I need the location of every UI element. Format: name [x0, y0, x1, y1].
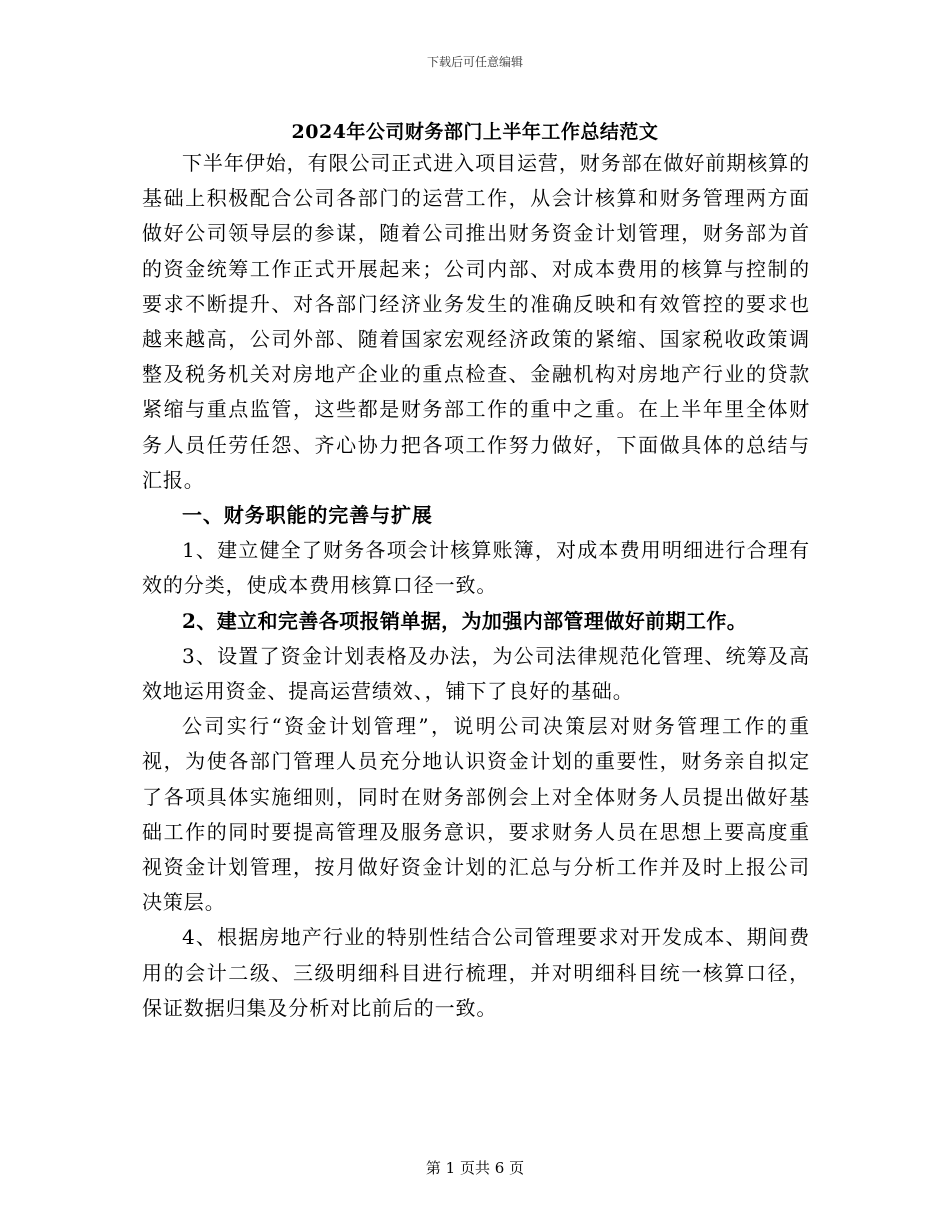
paragraph-item-4: 4、根据房地产行业的特别性结合公司管理要求对开发成本、期间费用的会计二级、三级明细科目进行梳理，并对明细科目统一核算口径，保证数据归集及分析对比前后的一致。: [142, 925, 810, 1020]
paragraph-item-2: 2、建立和完善各项报销单据，为加强内部管理做好前期工作。: [182, 608, 748, 633]
document-title: 2024年公司财务部门上半年工作总结范文: [291, 121, 659, 143]
section-heading: 一、财务职能的完善与扩展: [182, 503, 433, 528]
paragraph-item-1: 1、建立健全了财务各项会计核算账簿，对成本费用明细进行合理有效的分类，使成本费用核算口径一致。: [142, 538, 810, 598]
paragraph-intro: 下半年伊始，有限公司正式进入项目运营，财务部在做好前期核算的基础上积极配合公司各部门的运营工作，从会计核算和财务管理两方面做好公司领导层的参谋，随着公司推出财务资金计划管理，财务部为首的资金统筹工作正式开展起来；公司内部、对成本费用的核算与控制的要求不断提升、对各部门经济业务发生的准确反映和有效管控的要求也越来越高，公司外部、随着国家宏观经济政策的紧缩、国家税收政策调整及税务机关对房地产企业的重点检查、金融机构对房地产行业的贷款紧缩与重点监管，这些都是财务部工作的重中之重。在上半年里全体财务人员任劳任怨、齐心协力把各项工作努力做好，下面做具体的总结与汇报。: [142, 151, 810, 492]
document-body: [142, 146, 810, 1026]
header-note: 下载后可任意编辑: [426, 55, 523, 69]
paragraph-fund-plan: 公司实行“资金计划管理”，说明公司决策层对财务管理工作的重视，为使各部门管理人员充分地认识资金计划的重要性，财务亲自拟定了各项具体实施细则，同时在财务部例会上对全体财务人员提出做好基础工作的同时要提高管理及服务意识，要求财务人员在思想上要高度重视资金计划管理，按月做好资金计划的汇总与分析工作并及时上报公司决策层。: [142, 714, 810, 915]
paragraph-item-3: 3、设置了资金计划表格及办法，为公司法律规范化管理、统筹及高效地运用资金、提高运营绩效、，铺下了良好的基础。: [142, 643, 810, 704]
page-number-footer: 第 1 页共 6 页: [425, 1159, 525, 1177]
